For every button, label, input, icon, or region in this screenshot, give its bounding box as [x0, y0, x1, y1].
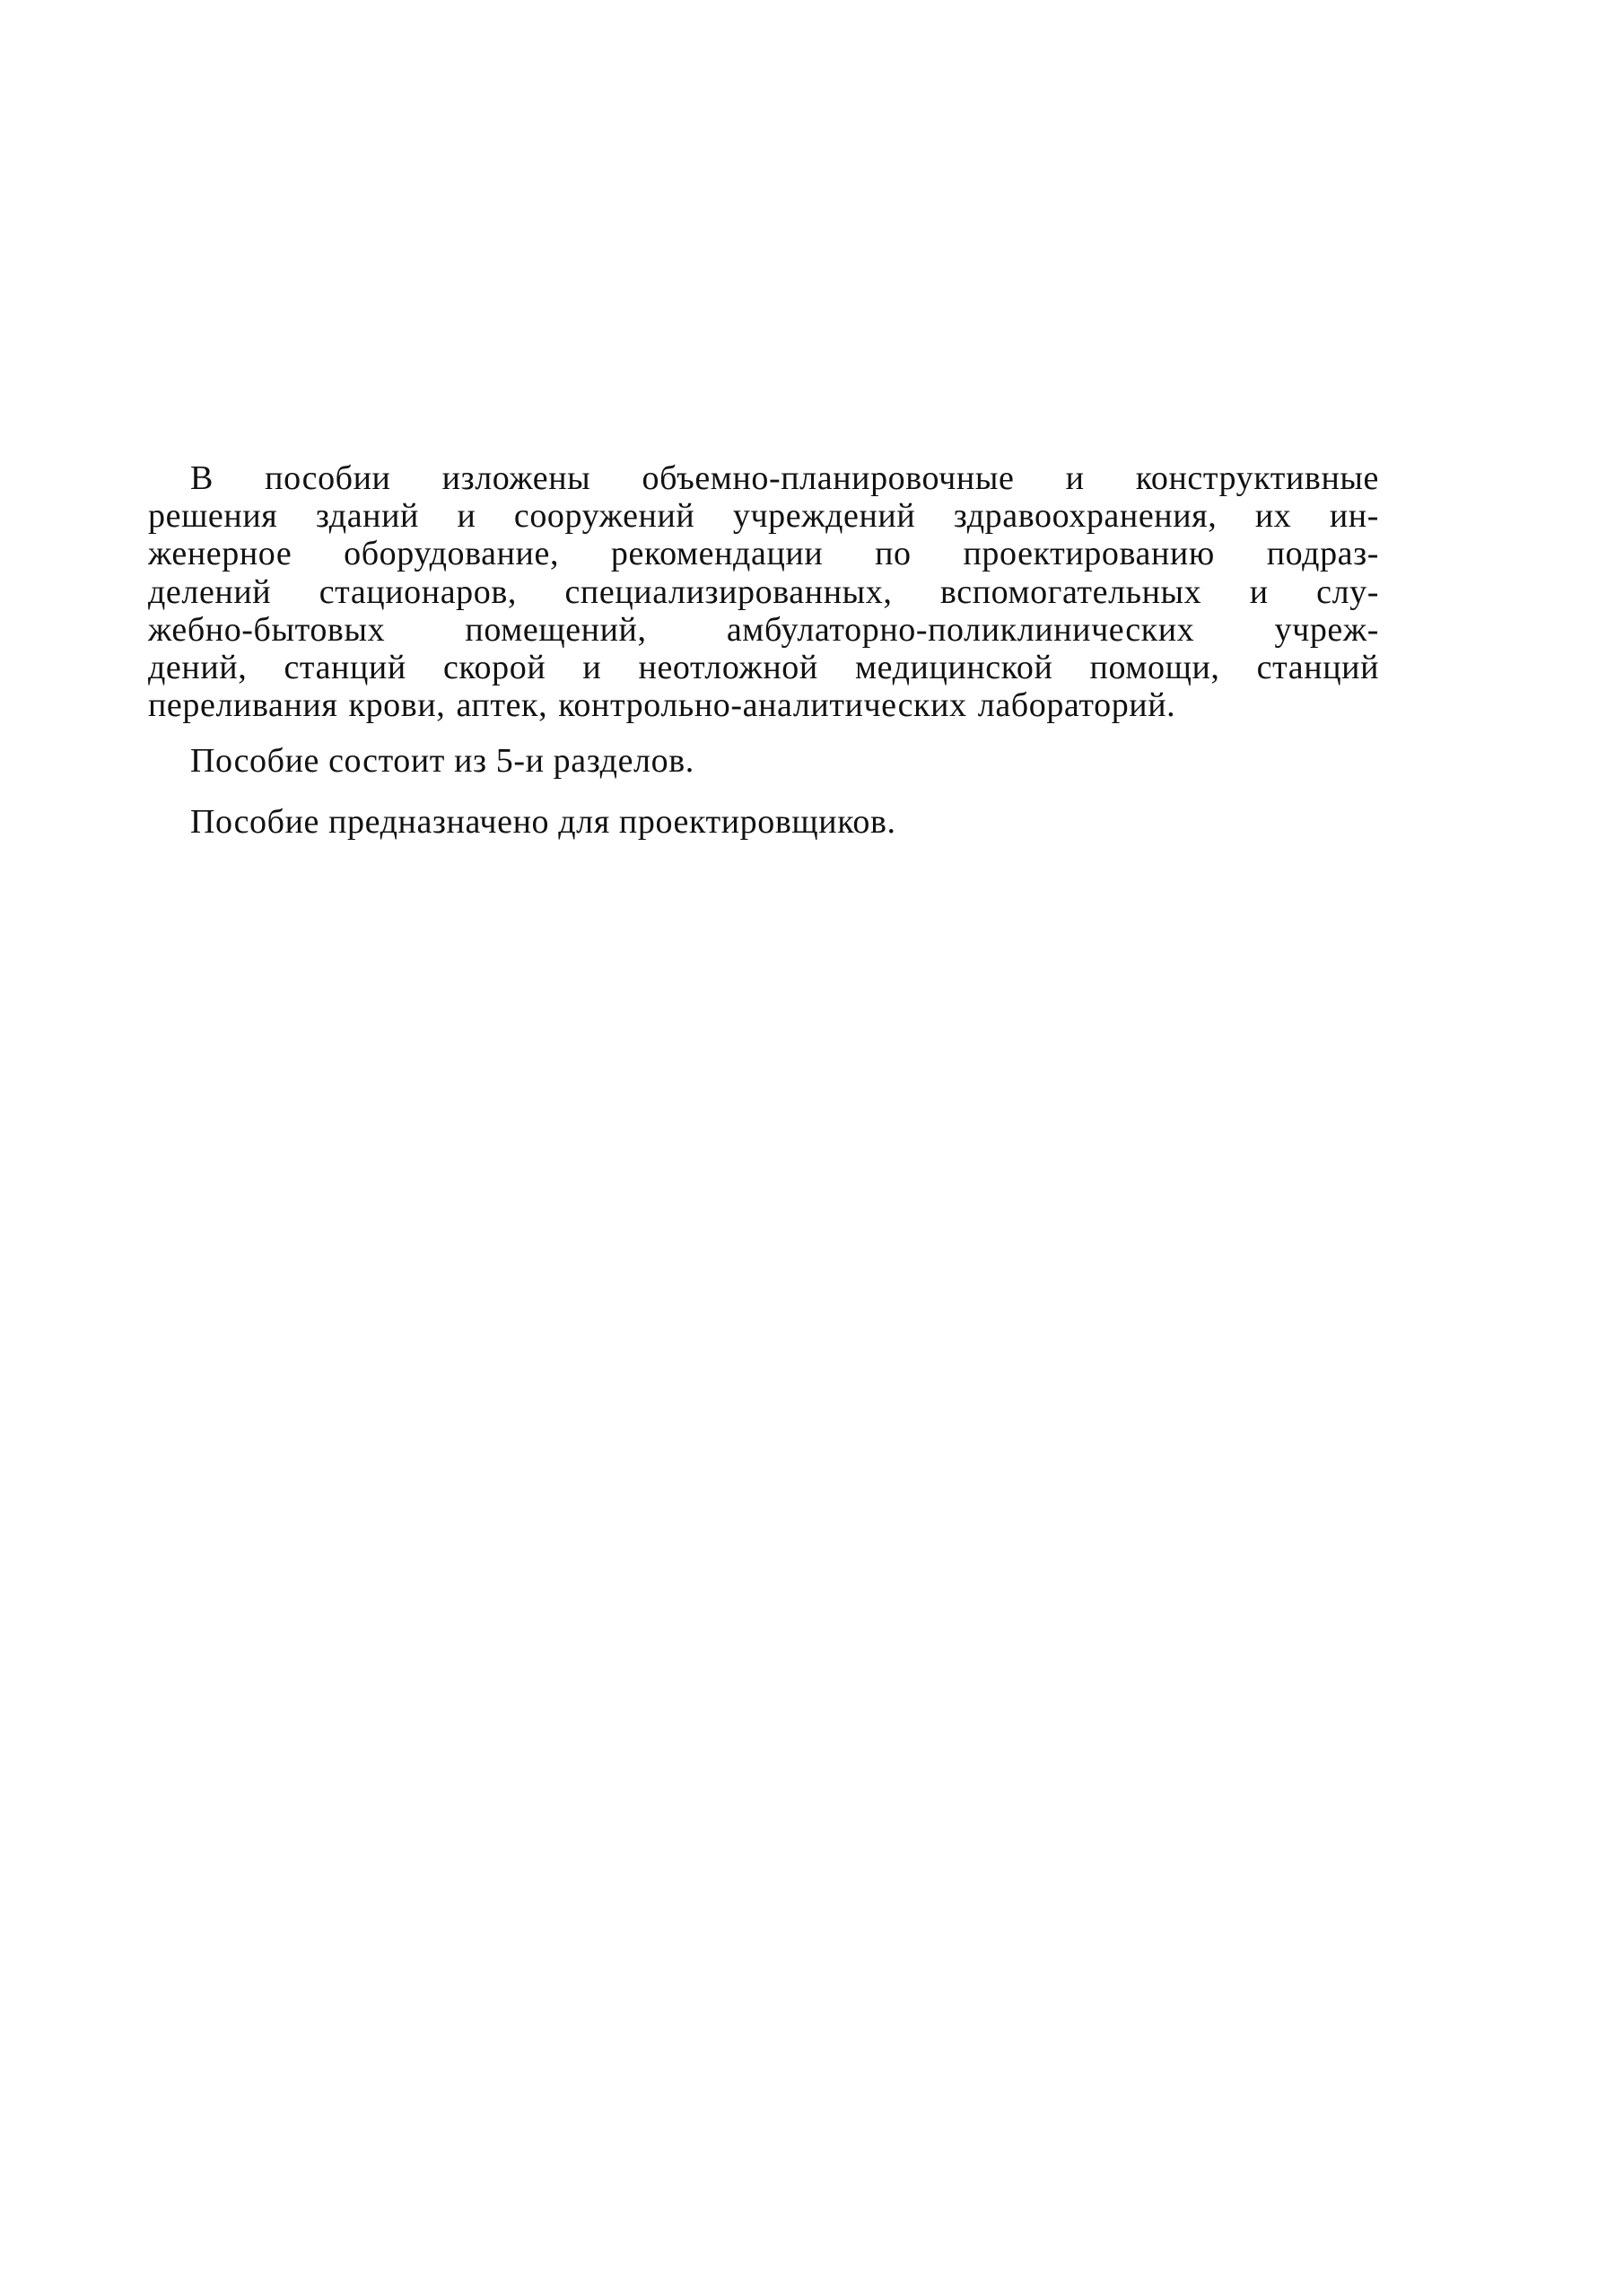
abstract-line: жебно-бытовых помещений, амбулаторно-поликлинических учреж- [148, 610, 1379, 649]
abstract-text-block [148, 459, 1379, 841]
abstract-line: решения зданий и сооружений учреждений здравоохранения, их ин- [148, 497, 1379, 536]
abstract-line: дений, станций скорой и неотложной медицинской помощи, станций [148, 649, 1379, 687]
abstract-line: переливания крови, аптек, контрольно-аналитических лабораторий. [148, 686, 1176, 725]
sections-note: Пособие состоит из 5-и разделов. [190, 742, 694, 781]
abstract-line: В пособии изложены объемно-планировочные и конструктивные [190, 459, 1379, 497]
abstract-line: женерное оборудование, рекомендации по проектированию подраз- [148, 535, 1379, 573]
audience-note: Пособие предназначено для проектировщиков. [190, 803, 896, 842]
abstract-paragraph [148, 459, 1379, 724]
abstract-line: делений стационаров, специализированных, вспомогательных и слу- [148, 572, 1379, 611]
